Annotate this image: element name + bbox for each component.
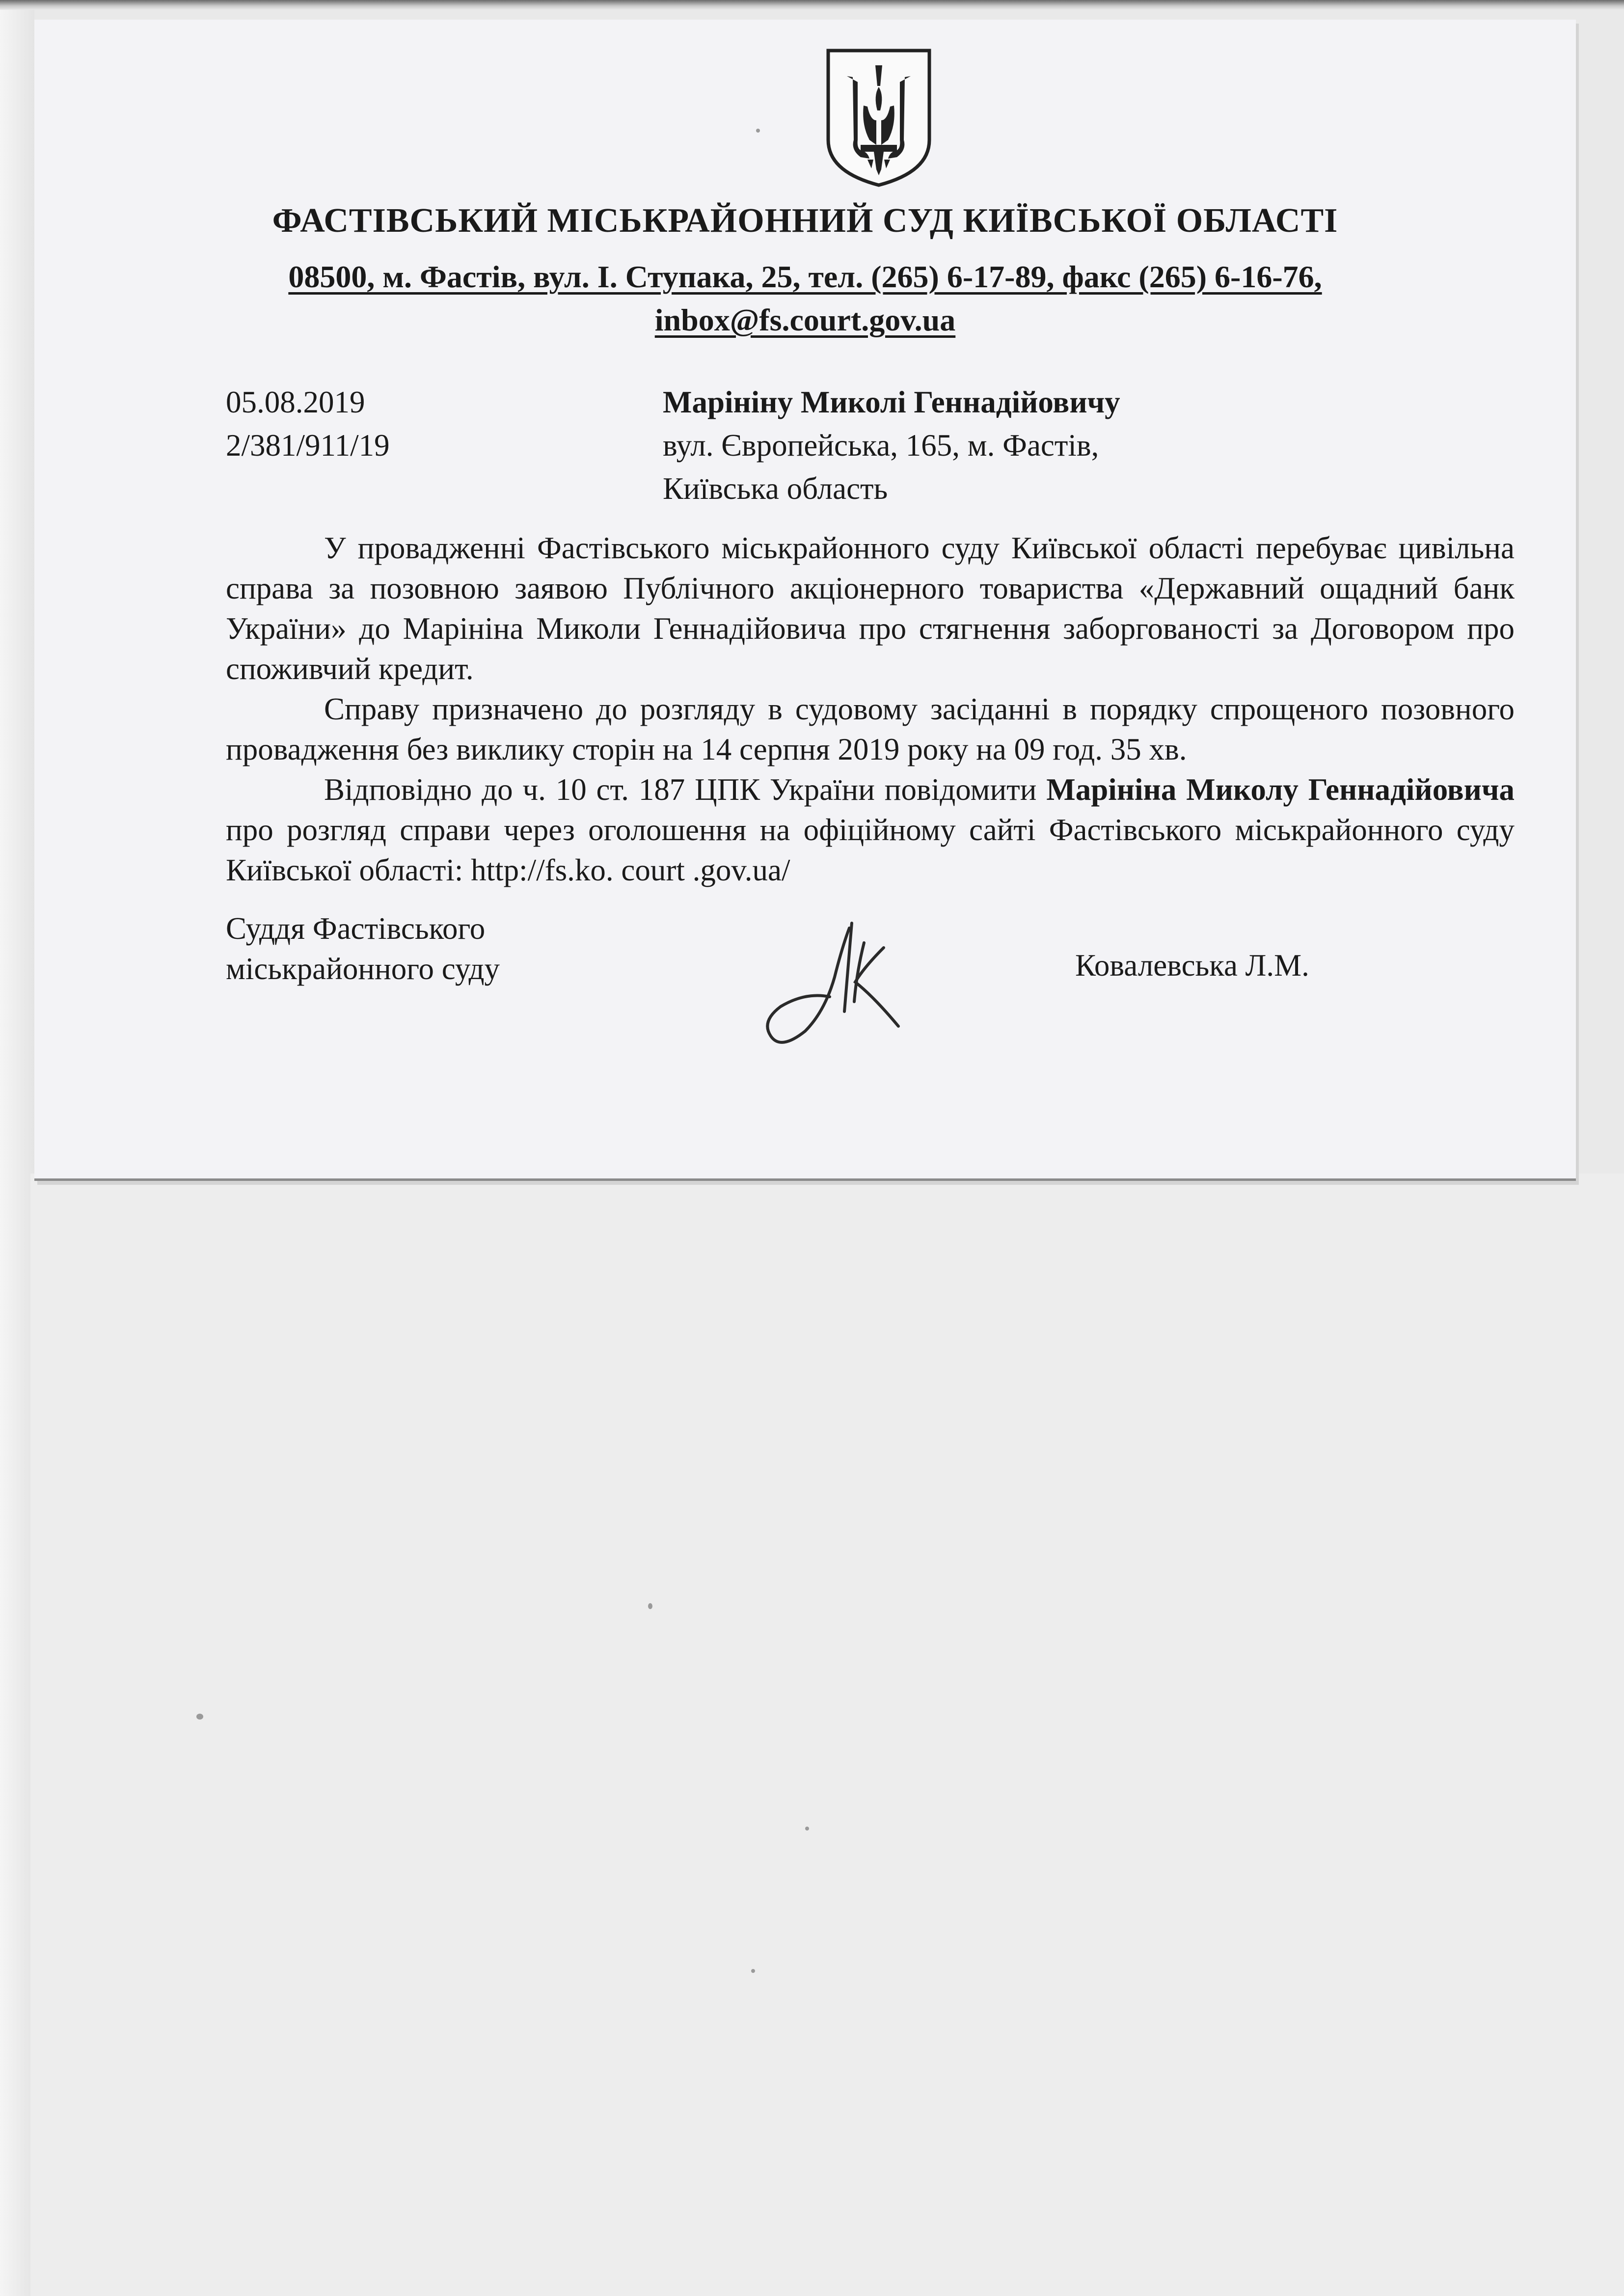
- recipient-name: Марініну Миколі Геннадійовичу: [663, 385, 1120, 419]
- scan-speck: [648, 1603, 652, 1609]
- letter-date: 05.08.2019: [226, 385, 365, 419]
- letter-meta: [226, 381, 390, 467]
- court-name: ФАСТІВСЬКИЙ МІСЬКРАЙОННИЙ СУД КИЇВСЬКОЇ ОБЛАСТІ: [272, 202, 1338, 240]
- paragraph-case: У провадженні Фастівського міськрайонного суду Київської області перебуває цивільна справа за позовною заявою Публічного акціонерного товариства «Державний ощадний банк України» до Марініна Миколи Геннадійовича про стягнення заборгованості за Договором про споживчий кредит.: [226, 531, 1515, 686]
- judge-title: [226, 908, 500, 989]
- notice-body: [226, 528, 1515, 890]
- court-email: inbox@fs.court.gov.ua: [654, 302, 956, 337]
- scan-top-edge: [0, 0, 1624, 10]
- notification-text-start: Відповідно до ч. 10 ст. 187 ЦПК України повідомити: [324, 772, 1037, 807]
- paragraph-notification: [226, 769, 1515, 890]
- handwritten-signature: [751, 913, 928, 1061]
- paragraph-hearing: Справу призначено до розгляду в судовому засіданні в порядку спрощеного позовного провадження без виклику сторін на 14 серпня 2019 року на 09 год. 35 хв.: [226, 692, 1515, 766]
- scan-speck: [196, 1714, 203, 1720]
- court-notice-sheet: [34, 20, 1576, 1181]
- judge-name: Ковалевська Л.М.: [1075, 948, 1309, 983]
- notification-text-end: про розгляд справи через оголошення на офіційному сайті Фастівського міськрайонного суду Київської області: http://fs.ko. court .gov.ua/: [226, 813, 1515, 887]
- scan-speck: [756, 129, 760, 133]
- scan-left-edge: [0, 0, 34, 2296]
- scan-speck: [805, 1827, 809, 1831]
- recipient-street: вул. Європейська, 165, м. Фастів,: [663, 428, 1099, 463]
- defendant-name: Марініна Миколу Геннадійовича: [1046, 772, 1515, 807]
- scan-speck: [751, 1969, 755, 1973]
- case-number: 2/381/911/19: [226, 428, 390, 463]
- address-line: 08500, м. Фастів, вул. І. Ступака, 25, тел. (265) 6-17-89, факс (265) 6-16-76,: [288, 259, 1322, 294]
- judge-title-line1: Суддя Фастівського: [226, 911, 486, 946]
- court-address: [34, 255, 1576, 342]
- judge-title-line2: міськрайонного суду: [226, 952, 500, 986]
- lower-blank-page: [30, 1174, 1624, 2296]
- recipient-region: Київська область: [663, 471, 888, 506]
- coat-of-arms-icon: [822, 47, 935, 189]
- recipient-block: [663, 381, 1120, 510]
